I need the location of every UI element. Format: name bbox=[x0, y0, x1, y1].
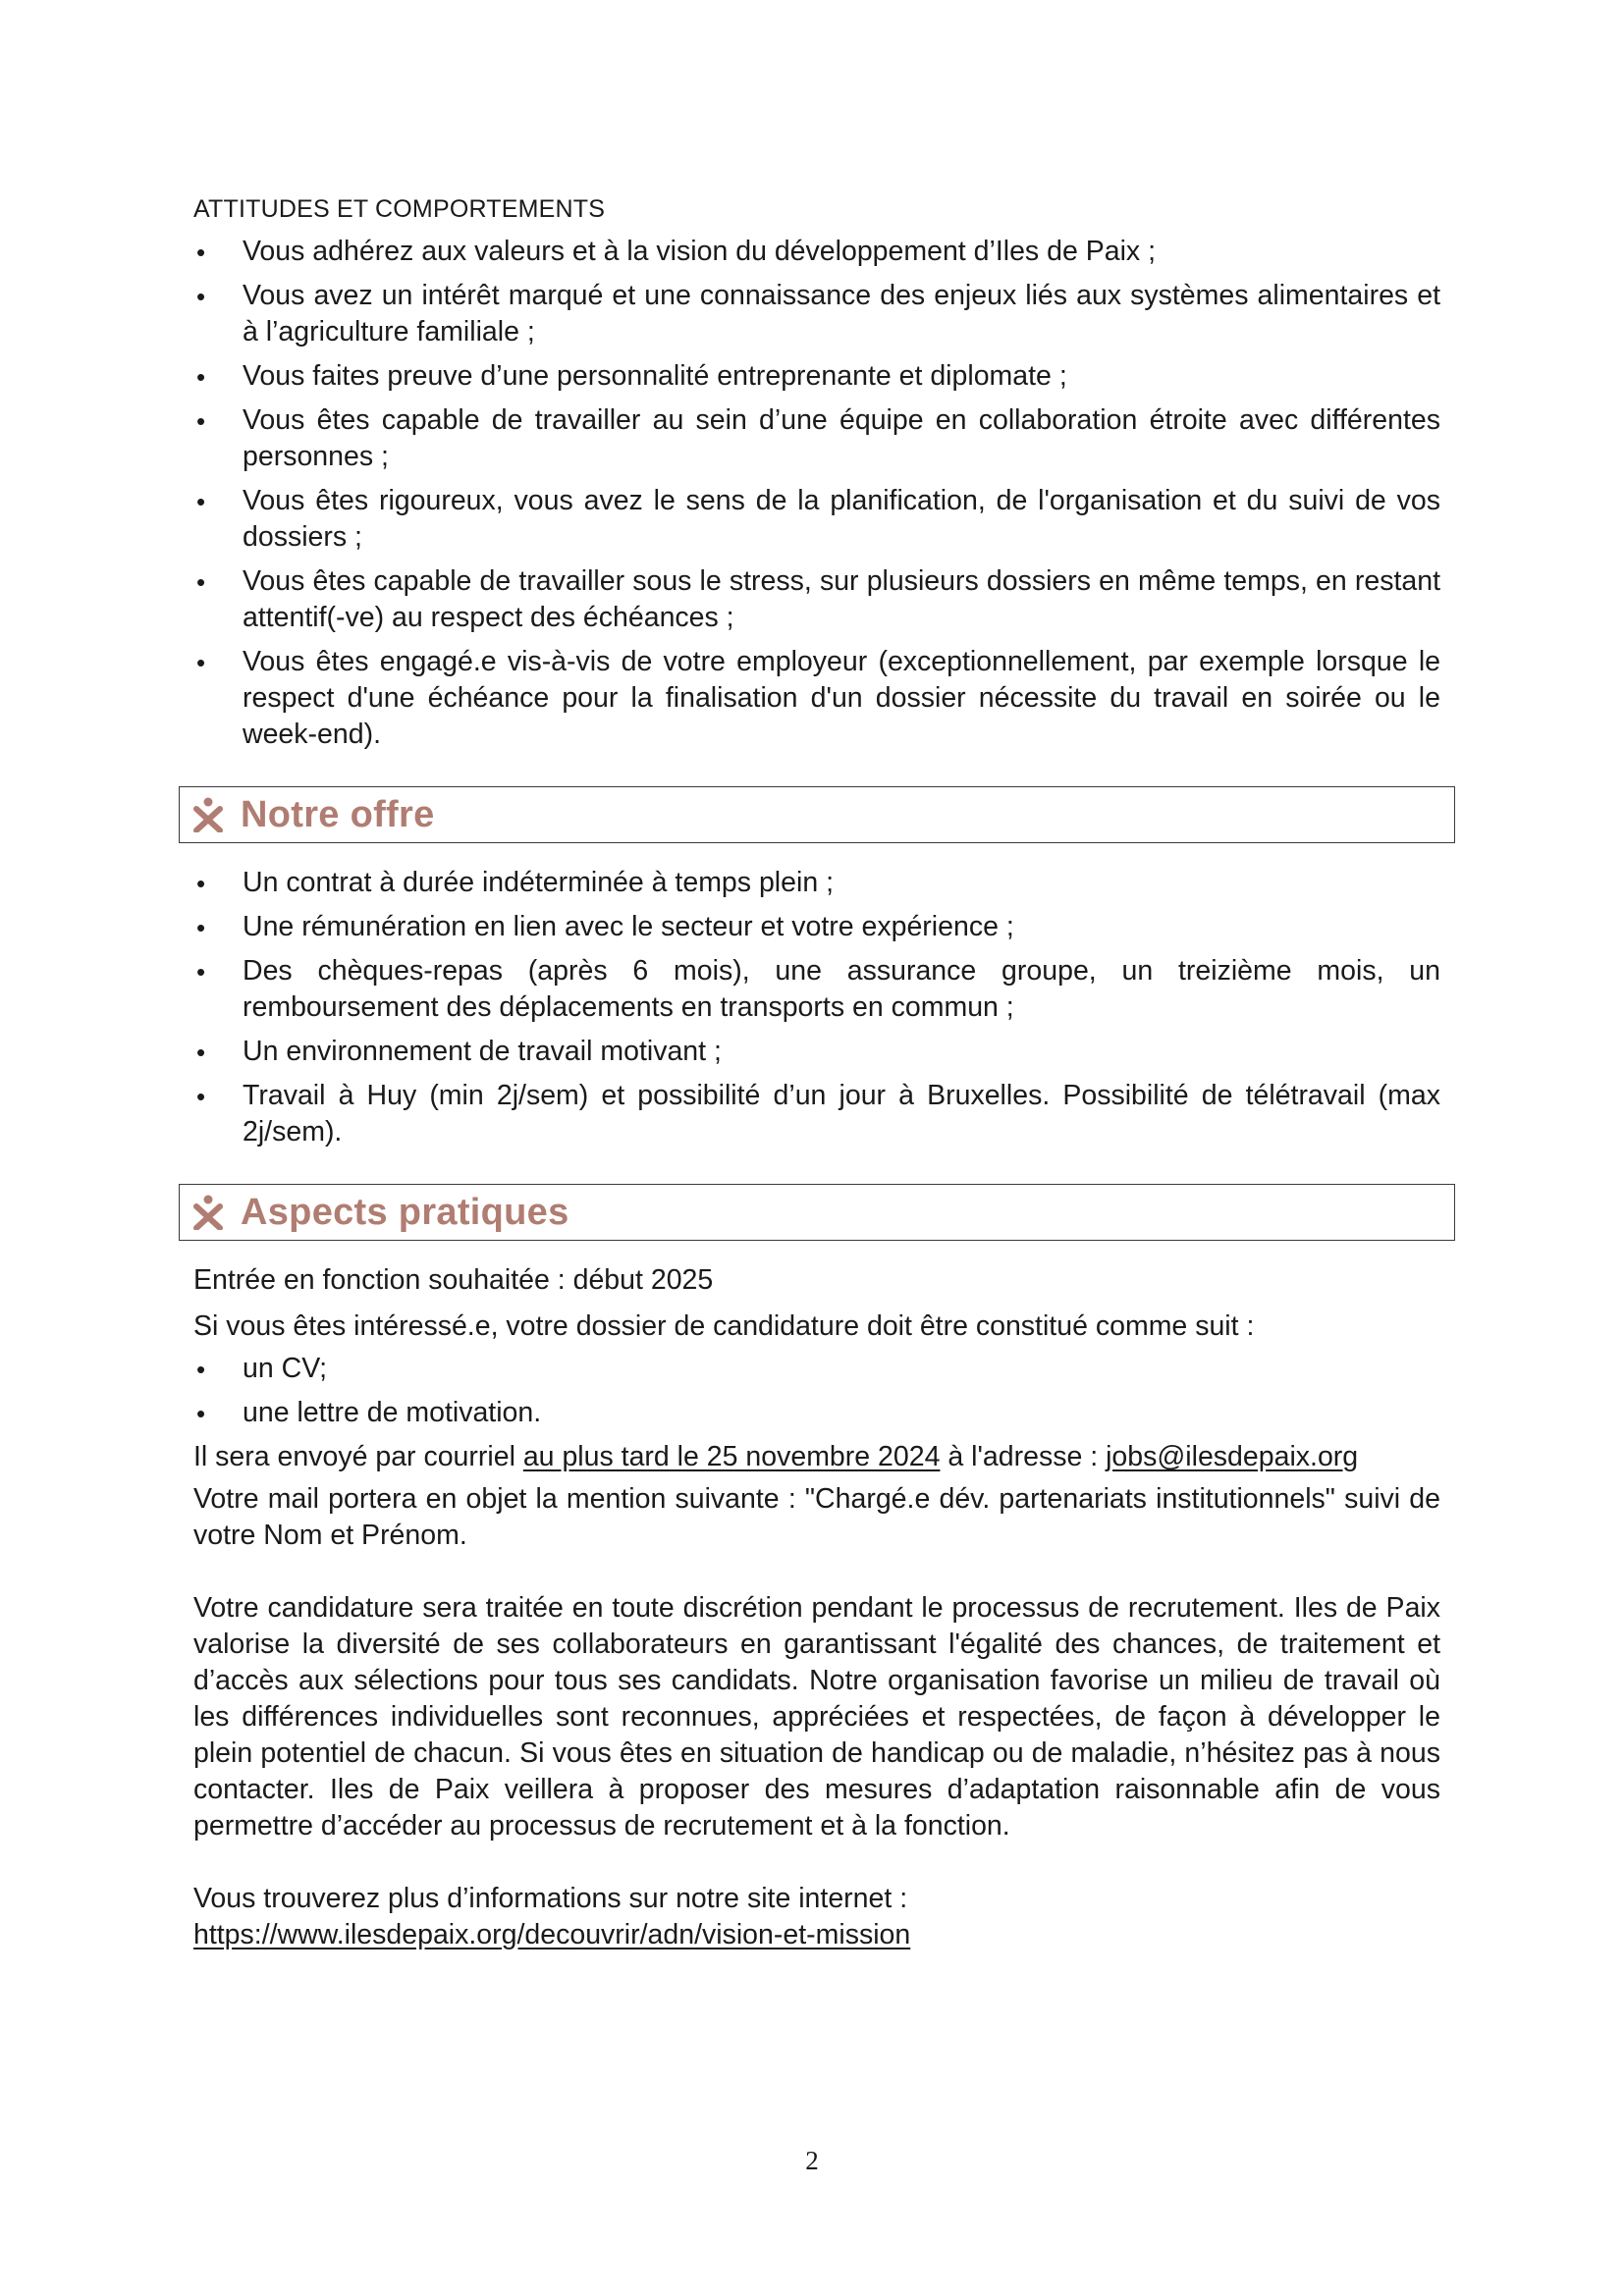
application-list bbox=[193, 1351, 1440, 1431]
iles-de-paix-figure-icon bbox=[193, 1195, 223, 1230]
list-item: • Travail à Huy (min 2j/sem) et possibilité d’un jour à Bruxelles. Possibilité de télétravail (max 2j/sem). bbox=[196, 1080, 1440, 1148]
email-link[interactable]: jobs@ilesdepaix.org bbox=[1106, 1441, 1359, 1472]
bullet-dot: • bbox=[196, 1082, 206, 1111]
bullet-dot: • bbox=[196, 238, 206, 267]
list-item: • Vous êtes engagé.e vis-à-vis de votre employeur (exceptionnellement, par exemple lorsque le respect d'une échéance pour la finalisation d'un dossier nécessite du travail en soirée ou le week-end). bbox=[196, 646, 1440, 750]
bullet-dot: • bbox=[196, 1399, 206, 1428]
bullet-dot: • bbox=[196, 1355, 206, 1384]
list-item: • Vous faites preuve d’une personnalité entreprenante et diplomate ; bbox=[193, 358, 1440, 395]
list-item: • Vous êtes capable de travailler sous le stress, sur plusieurs dossiers en même temps, en restant attentif(-ve) au respect des échéances ; bbox=[196, 565, 1440, 633]
send-instructions: Il sera envoyé par courriel au plus tard le 25 novembre 2024 à l'adresse : jobs@ilesdepaix.org bbox=[193, 1441, 1359, 1472]
bullet-dot: • bbox=[196, 869, 206, 898]
document-page bbox=[193, 192, 1440, 1963]
diversity-statement: Votre candidature sera traitée en toute discrétion pendant le processus de recrutement. Iles de Paix valorise la diversité de ses collaborateurs en garantissant l'égalité des chances, de traitement et d’accès aux sélections pour tous ses candidats. Notre organisation favorise un milieu de travail où les différences individuelles sont reconnues, appréciées et respectées, de façon à développer le plein potentiel de chacun. Si vous êtes en situation de handicap ou de maladie, n’hésitez pas à nous contacter. Iles de Paix veillera à proposer des mesures d’adaptation raisonnable afin de vous permettre d’accéder au processus de recrutement et à la fonction. bbox=[193, 1592, 1440, 1842]
list-item: • Des chèques-repas (après 6 mois), une assurance groupe, un treizième mois, un remboursement des déplacements en transports en commun ; bbox=[196, 955, 1440, 1023]
bullet-dot: • bbox=[196, 567, 206, 597]
page-number: 2 bbox=[805, 2146, 819, 2175]
list-item: • Un contrat à durée indéterminée à temps plein ; bbox=[193, 865, 1440, 901]
website-paragraph bbox=[193, 1917, 1440, 1953]
list-item: • Vous avez un intérêt marqué et une connaissance des enjeux liés aux systèmes alimentaires et à l’agriculture familiale ; bbox=[196, 280, 1440, 347]
list-item: • Vous êtes capable de travailler au sein d’une équipe en collaboration étroite avec différentes personnes ; bbox=[196, 404, 1440, 472]
list-item: • Vous adhérez aux valeurs et à la vision du développement d’Iles de Paix ; bbox=[193, 234, 1440, 270]
bullet-dot: • bbox=[196, 913, 206, 942]
subject-instructions: Votre mail portera en objet la mention suivante : "Chargé.e dév. partenariats institutionnels" suivi de votre Nom et Prénom. bbox=[193, 1483, 1440, 1551]
bullet-dot: • bbox=[196, 957, 206, 987]
bullet-dot: • bbox=[196, 406, 206, 436]
bullet-dot: • bbox=[196, 1038, 206, 1067]
attitudes-heading: ATTITUDES ET COMPORTEMENTS bbox=[193, 195, 606, 223]
bullet-dot: • bbox=[196, 487, 206, 516]
bullet-dot: • bbox=[196, 362, 206, 392]
section-header-offer bbox=[179, 786, 1455, 843]
bullet-dot: • bbox=[196, 282, 206, 311]
section-header-practical bbox=[179, 1184, 1455, 1241]
list-item: • Une rémunération en lien avec le secteur et votre expérience ; bbox=[193, 909, 1440, 945]
website-link[interactable]: https://www.ilesdepaix.org/decouvrir/adn/vision-et-mission bbox=[193, 1919, 911, 1950]
iles-de-paix-figure-icon bbox=[193, 797, 223, 832]
more-info-text: Vous trouverez plus d’informations sur notre site internet : bbox=[193, 1883, 908, 1914]
offer-list bbox=[193, 865, 1440, 1150]
list-item: • Un environnement de travail motivant ; bbox=[193, 1034, 1440, 1070]
list-item: • une lettre de motivation. bbox=[193, 1395, 1440, 1431]
list-item: • un CV; bbox=[193, 1351, 1440, 1387]
start-date: Entrée en fonction souhaitée : début 2025 bbox=[193, 1264, 714, 1296]
section-title: Aspects pratiques bbox=[241, 1191, 569, 1233]
bullet-dot: • bbox=[196, 648, 206, 677]
application-intro: Si vous êtes intéressé.e, votre dossier de candidature doit être constitué comme suit : bbox=[193, 1310, 1255, 1342]
section-title: Notre offre bbox=[241, 793, 435, 835]
attitudes-list bbox=[193, 234, 1440, 753]
deadline-text: au plus tard le 25 novembre 2024 bbox=[522, 1441, 941, 1472]
list-item: • Vous êtes rigoureux, vous avez le sens de la planification, de l'organisation et du suivi de vos dossiers ; bbox=[196, 485, 1440, 553]
